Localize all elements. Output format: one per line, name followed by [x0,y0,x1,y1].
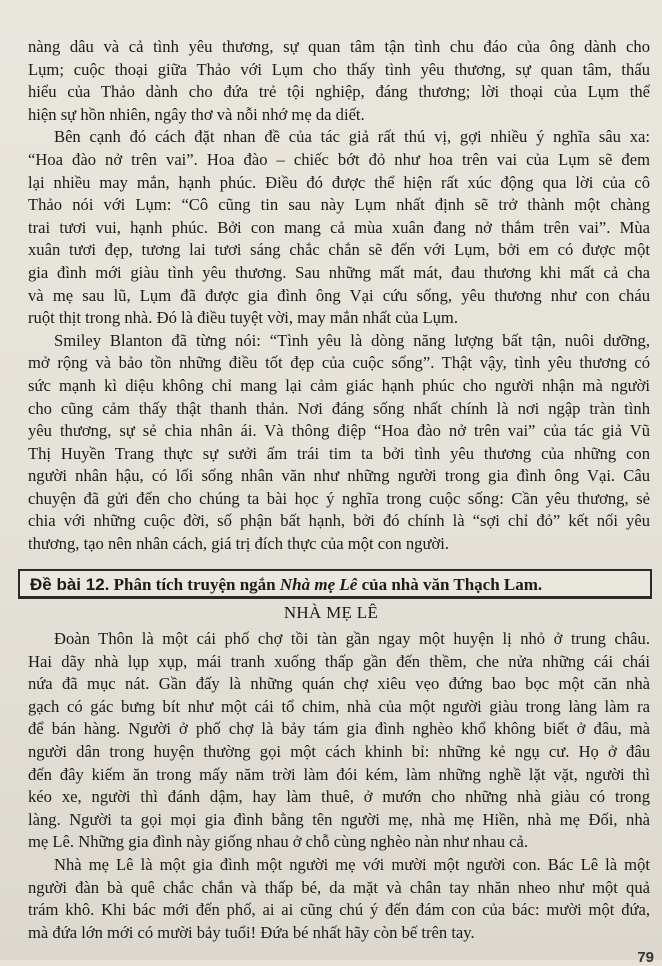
text-line: cho cũng cảm thấy thật thanh thản. Nơi đáng sống nhất chính là nơi ngập tràn tình [28,398,650,418]
text-line: Nhà mẹ Lê là một gia đình một người mẹ với mười một người con. Bác Lê là một [54,854,650,874]
exercise-number: Đề bài 12. [30,575,110,594]
text-line: nứa đã mục nát. Gần đấy là những quán chợ xiêu vẹo đứng bao bọc một căn nhà [28,674,650,694]
text-line: người dân trong huyện thường gọi một cách khinh bỉ: những kẻ ngụ cư. Họ ở đâu [28,741,650,761]
text-line: mẹ Lê. Những gia đình này giống nhau ở chỗ cùng nghèo nàn như nhau cả. [28,832,529,852]
text-line: gạch có gác bưng bít như một cái tổ chim, nhà của một người giàu trong làng làm ra [28,696,650,716]
exercise-prompt-start: Phân tích truyện ngắn [113,575,280,594]
text-line: ruột thịt trong nhà. Đó là điều tuyệt vời, may mắn nhất của Lụm. [28,308,458,328]
text-line: sức mạnh kì diệu không chỉ mang lại cảm giác hạnh phúc cho người nhận mà người [28,375,650,395]
text-line: mở rộng và bảo tồn những điều tốt đẹp của cuộc sống”. Thật vậy, tình yêu thương có [28,353,650,373]
exercise-heading [30,575,542,595]
exercise-heading-box [18,569,652,599]
text-line: Hai dãy nhà lụp xụp, mái tranh xuống thấp gần đến thềm, che nửa những cái chái [28,651,650,671]
story-analysis [28,628,650,944]
text-line: nàng dâu và cả tình yêu thương, sự quan tâm tận tình chu đáo của ông dành cho [28,37,650,56]
text-line: hiểu của Thảo dành cho đứa trẻ tội nghiệp, đáng thương; lời thoại của Lụm thể [28,82,650,102]
essay-continuation [28,36,650,556]
story-title: NHÀ MẸ LÊ [283,603,379,622]
text-line: gia đình mới giàu tình yêu thương. Sau những mất mát, đau thương khi mất cả cha [28,262,650,282]
text-line: người nhân hậu, có lối sống nhân văn như những người trong gia đình ông Vại. Câu [28,466,650,486]
text-line: Đoàn Thôn là một cái phố chợ tồi tàn gần ngay một huyện lị nhỏ ở trung châu. [54,629,650,648]
text-line: hiện sự hồn nhiên, ngây thơ và nỗi nhớ mẹ da diết. [28,104,365,124]
text-line: đến đây kiếm ăn trong mấy năm trời làm đói kém, làm những nghề lặt vặt, người thì [28,764,650,784]
text-line: yêu thương, sự sẻ chia nhân ái. Và thông điệp “Hoa đào nở trên vai” của tác giả Vũ [28,421,650,441]
text-line: chia với những cuộc đời, số phận bất hạnh, bởi đó chính là “sợi chỉ đỏ” kết nối yêu [28,511,650,531]
text-line: người đàn bà quê chắc chắn và thấp bé, da mặt và chân tay nhăn nheo như một quả [28,877,650,897]
text-line: và mẹ sau lũ, Lụm đã được gia đình ông Vại cứu sống, yêu thương như con cháu [28,285,650,305]
text-line: lại nhiều may mắn, hạnh phúc. Điều đó được thể hiện rất xúc động qua lời của cô [28,172,650,192]
text-line: Thị Huyền Trang thực sự sưởi ấm trái tim ta bởi tình yêu thương của những con [28,443,650,463]
text-line: thương, tạo nên nhân cách, giá trị đích thực của một con người. [28,534,450,554]
exercise-work-title: Nhà mẹ Lê [279,575,358,594]
text-line: để bán hàng. Người ở phố chợ là bảy tám gia đình nghèo khổ không biết ở đâu, mà [28,719,650,739]
text-line: chuyện đã gửi đến cho chúng ta bài học ý nghĩa trong cuộc sống: Cần yêu thương, sẻ [28,488,650,508]
text-line: trám khô. Khi bác mới đến phố, ai ai cũng chú ý đến đám con của bác: mười một đứa, [28,900,650,920]
text-line: mà đứa lớn mới có mười bảy tuổi! Đứa bé nhất hãy còn bế trên tay. [28,922,475,942]
text-line: Lụm; cuộc thoại giữa Thảo với Lụm cho thấy tình yêu thương, sự quan tâm, thấu [28,59,650,79]
text-line: Thảo nói với Lụm: “Cô cũng tin sau này Lụm nhất định sẽ trở thành một chàng [28,195,650,215]
text-line: Smiley Blanton đã từng nói: “Tình yêu là dòng năng lượng bất tận, nuôi dưỡng, [54,330,650,350]
text-line: “Hoa đào nở trên vai”. Hoa đào – chiếc bớt đỏ như hoa trên vai của Lụm sẽ đem [28,149,650,169]
page-number: 79 [637,949,654,966]
text-line: Bên cạnh đó cách đặt nhan đề của tác giả rất thú vị, gợi nhiều ý nghĩa sâu xa: [54,127,650,147]
exercise-prompt-end: của nhà văn Thạch Lam. [357,575,543,594]
text-line: trai tươi vui, hạnh phúc. Bởi con mang cả mùa xuân đang nở thắm trên vai”. Mùa [28,217,650,237]
text-line: xuân tươi đẹp, tương lai tươi sáng chắc chắn sẽ đến với Lụm, bởi em có được một [28,240,650,260]
text-line: kéo xe, người thì đánh dậm, hay làm thuê, ở mướn cho những nhà giàu có trong [28,787,650,807]
text-line: làng. Người ta gọi mọi gia đình bằng tên người mẹ, nhà mẹ Hiền, nhà mẹ Đối, nhà [28,809,650,829]
